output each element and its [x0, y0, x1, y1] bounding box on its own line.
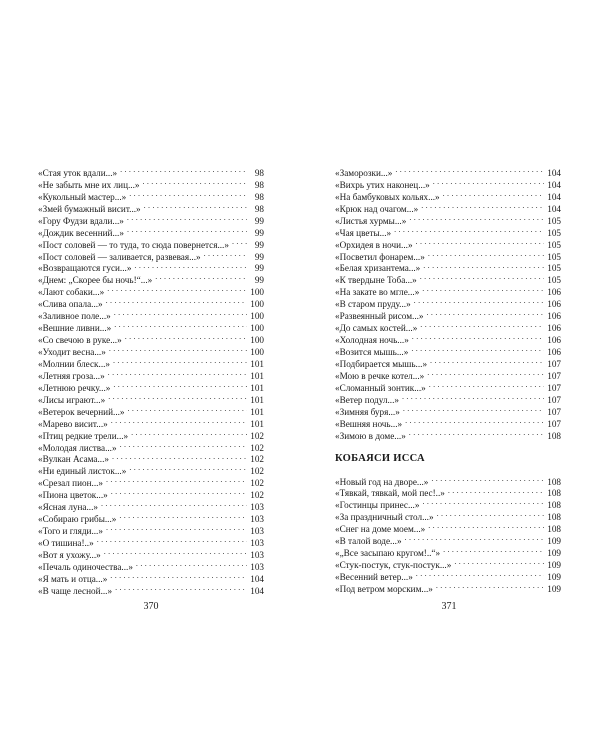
toc-entry-page: 106: [547, 335, 561, 346]
dot-leader: [420, 283, 544, 295]
toc-entry-title: «За праздничный стол...»: [335, 512, 434, 523]
toc-entry-title: «Печаль одиночества...»: [38, 561, 133, 572]
toc-entry-page: 99: [254, 263, 264, 274]
toc-entry: [38, 164, 264, 176]
dot-leader: [401, 403, 544, 415]
toc-entry-page: 109: [547, 560, 561, 571]
toc-entry-title: «Тявкай, тявкай, мой пес!..»: [335, 488, 445, 499]
toc-entry-page: 98: [254, 191, 264, 202]
toc-group-top: [335, 164, 561, 439]
toc-entry-page: 107: [547, 418, 561, 429]
toc-entry-title: «Ни единый листок...»: [38, 466, 127, 477]
dot-leader: [431, 176, 544, 188]
toc-entry-title: «Летнюю речку...»: [38, 382, 111, 393]
dot-leader: [113, 582, 247, 594]
toc-entry-title: «Лают собаки...»: [38, 287, 105, 298]
toc-entry-page: 108: [547, 500, 561, 511]
toc-entry-title: «Со свечою в руке...»: [38, 335, 122, 346]
toc-entry-title: «Лисы играют...»: [38, 394, 106, 405]
toc-entry-title: «Вот я ухожу...»: [38, 549, 101, 560]
toc-entry-title: «На закате во мгле...»: [335, 287, 420, 298]
dot-leader: [407, 427, 544, 439]
dot-leader: [106, 391, 247, 403]
dot-leader: [230, 236, 247, 248]
toc-entry-title: «Развеянный рисом...»: [335, 311, 424, 322]
toc-entry-title: «Стая уток вдали...»: [38, 167, 118, 178]
toc-entry-title: «О тишина!..»: [38, 538, 94, 548]
toc-entry-page: 101: [250, 394, 264, 405]
toc-entry-page: 106: [547, 311, 561, 322]
dot-leader: [441, 188, 544, 200]
toc-entry-title: «Вешние ливни...»: [38, 323, 112, 334]
toc-entry-page: 109: [547, 536, 561, 547]
toc-entry-title: «Днем: „Скорее бы ночь!“...»: [38, 275, 153, 286]
toc-entry-page: 108: [547, 488, 561, 499]
toc-entry-title: «Я мать и отца...»: [38, 573, 108, 584]
toc-entry-page: 102: [250, 490, 264, 501]
toc-entry-title: «Молодая листва...»: [38, 442, 117, 453]
dot-leader: [153, 271, 247, 283]
toc-entry-title: «Мою в речке котел...»: [335, 370, 425, 381]
toc-entry-title: «Слива опала...»: [38, 299, 103, 310]
toc-entry-title: «Сломанный зонтик...»: [335, 382, 426, 393]
toc-entry-title: «Гору Фудзи вдали...»: [38, 215, 124, 226]
toc-entry-title: «Вулкан Асама...»: [38, 454, 109, 465]
toc-entry-page: 104: [547, 203, 561, 214]
toc-entry-title: «Посветил фонарем...»: [335, 251, 425, 262]
toc-entry-page: 106: [547, 299, 561, 310]
toc-entry-page: 100: [250, 287, 264, 298]
toc-entry-title: «Того и гляди...»: [38, 526, 103, 537]
toc-entry-title: «Срезал пион...»: [38, 478, 104, 489]
toc-entry-title: «В чаще лесной...»: [38, 585, 113, 596]
toc-entry-title: «Холодная ночь...»: [335, 335, 409, 346]
toc-entry-title: «Собираю грибы...»: [38, 514, 117, 525]
dot-leader: [125, 212, 247, 224]
toc-entry-title: «Зимняя буря...»: [335, 406, 400, 417]
right-toc-column: [335, 164, 561, 592]
toc-entry-title: «Молнии блеск...»: [38, 358, 111, 369]
dot-leader: [118, 164, 247, 176]
toc-entry-page: 101: [250, 358, 264, 369]
toc-entry-page: 98: [254, 179, 264, 190]
toc-entry-page: 104: [250, 585, 264, 596]
toc-entry-page: 108: [547, 430, 561, 441]
toc-entry-page: 102: [250, 454, 264, 465]
dot-leader: [105, 283, 247, 295]
dot-leader: [104, 474, 247, 486]
dot-leader: [403, 532, 544, 544]
toc-entry-page: 106: [547, 347, 561, 357]
dot-leader: [126, 403, 247, 415]
dot-leader: [410, 331, 544, 343]
toc-entry-page: 104: [547, 191, 561, 202]
dot-leader: [435, 508, 544, 520]
dot-leader: [123, 331, 247, 343]
dot-leader: [109, 486, 247, 498]
toc-entry-page: 105: [547, 263, 561, 274]
dot-leader: [426, 520, 544, 532]
toc-entry-page: 101: [250, 382, 264, 393]
left-toc-column: [38, 164, 264, 594]
dot-leader: [429, 473, 544, 485]
toc-entry-page: 105: [547, 275, 561, 286]
dot-leader: [102, 546, 247, 558]
toc-entry-page: 99: [254, 251, 264, 262]
dot-leader: [446, 485, 544, 497]
dot-leader: [110, 451, 247, 463]
dot-leader: [420, 496, 544, 508]
toc-entry-page: 103: [250, 538, 264, 548]
toc-entry-title: «К твердыне Тоба...»: [335, 275, 417, 286]
toc-entry-page: 103: [250, 514, 264, 525]
toc-entry-title: «Подбирается мышь...»: [335, 358, 428, 369]
toc-entry-title: «Не забыть мне их лиц...»: [38, 179, 140, 190]
dot-leader: [409, 343, 544, 355]
dot-leader: [109, 415, 247, 427]
toc-entry-title: «Ветер подул...»: [335, 394, 399, 405]
dot-leader: [95, 534, 247, 546]
toc-entry-title: «Гостинцы принес...»: [335, 500, 420, 511]
dot-leader: [414, 236, 544, 248]
dot-leader: [414, 568, 544, 580]
toc-entry-page: 100: [250, 299, 264, 310]
dot-leader: [426, 248, 544, 260]
dot-leader: [452, 556, 544, 568]
dot-leader: [132, 260, 247, 272]
toc-entry-page: 99: [254, 227, 264, 238]
dot-leader: [134, 558, 247, 570]
dot-leader: [111, 379, 247, 391]
dot-leader: [99, 498, 247, 510]
dot-leader: [419, 200, 544, 212]
dot-leader: [118, 439, 247, 451]
toc-entry-page: 103: [250, 502, 264, 513]
section-heading: КОБАЯСИ ИССА: [335, 452, 425, 464]
toc-entry-page: 104: [250, 573, 264, 584]
toc-entry-page: 107: [547, 406, 561, 417]
dot-leader: [129, 427, 247, 439]
toc-entry-page: 106: [547, 287, 561, 298]
toc-entry-title: «Ветерок вечерний...»: [38, 406, 125, 417]
toc-entry-title: «Дождик весенний...»: [38, 227, 124, 238]
dot-leader: [117, 510, 247, 522]
dot-leader: [425, 367, 544, 379]
dot-leader: [427, 379, 544, 391]
right-page: [300, 0, 600, 750]
dot-leader: [441, 544, 544, 556]
dot-leader: [104, 295, 247, 307]
toc-entry-title: «Чая цветы...»: [335, 227, 392, 238]
toc-entry-title: «Зимою в доме...»: [335, 430, 406, 441]
dot-leader: [421, 260, 544, 272]
toc-entry-page: 107: [547, 394, 561, 405]
toc-entry-page: 108: [547, 512, 561, 523]
toc-entry-title: «В талой воде...»: [335, 536, 402, 547]
toc-entry-page: 109: [547, 548, 561, 559]
toc-entry-page: 101: [250, 406, 264, 417]
toc-entry-page: 105: [547, 251, 561, 262]
toc-entry-title: «Листья хурмы...»: [335, 215, 407, 226]
toc-entry-title: «Снег на доме моем...»: [335, 524, 426, 535]
dot-leader: [202, 248, 247, 260]
toc-entry-page: 100: [250, 347, 264, 357]
toc-entry-title: «Заливное поле...»: [38, 311, 111, 322]
toc-entry-title: «Весенний ветер...»: [335, 572, 413, 582]
dot-leader: [107, 343, 247, 355]
toc-entry-page: 104: [547, 179, 561, 190]
toc-entry-page: 109: [547, 583, 561, 594]
toc-entry-title: «Заморозки...»: [335, 167, 393, 178]
toc-entry-title: «Ясная луна...»: [38, 502, 98, 513]
toc-entry-page: 104: [547, 167, 561, 178]
dot-leader: [403, 415, 544, 427]
toc-entry-page: 107: [547, 382, 561, 393]
toc-entry-page: 107: [547, 358, 561, 369]
toc-entry-title: «Возится мышь...»: [335, 347, 409, 357]
toc-entry-page: 101: [250, 418, 264, 429]
dot-leader: [106, 367, 247, 379]
toc-entry-title: «Пиона цветок...»: [38, 490, 108, 501]
dot-leader: [418, 271, 544, 283]
toc-entry-page: 98: [254, 167, 264, 178]
toc-entry-page: 99: [254, 275, 264, 286]
dot-leader: [108, 570, 247, 582]
toc-entry-title: «Под ветром морским...»: [335, 583, 433, 594]
toc-group-bottom: [335, 473, 561, 592]
toc-entry-title: «Летняя гроза...»: [38, 370, 105, 381]
dot-leader: [127, 462, 247, 474]
toc-entry-page: 107: [547, 370, 561, 381]
toc-entry-page: 105: [547, 227, 561, 238]
toc-entry-page: 108: [547, 476, 561, 487]
toc-entry-page: 102: [250, 430, 264, 441]
toc-entry-title: «„Все засыпаю кругом!..“»: [335, 548, 441, 559]
toc-entry-title: «Вешняя ночь...»: [335, 418, 403, 429]
dot-leader: [142, 200, 247, 212]
dot-leader: [104, 522, 247, 534]
dot-leader: [393, 164, 544, 176]
toc-entry-title: «Новый год на дворе...»: [335, 476, 429, 487]
toc-entry-page: 103: [250, 561, 264, 572]
dot-leader: [434, 580, 544, 592]
dot-leader: [112, 319, 247, 331]
toc-entry-title: «В старом пруду...»: [335, 299, 411, 310]
dot-leader: [111, 355, 247, 367]
toc-entry-page: 103: [250, 526, 264, 537]
dot-leader: [140, 176, 247, 188]
dot-leader: [425, 307, 544, 319]
toc-entry-title: «Уходит весна...»: [38, 347, 106, 357]
toc-entry: [335, 164, 561, 176]
toc-entry-page: 100: [250, 323, 264, 334]
toc-entry-title: «Орхидея в ночи...»: [335, 239, 413, 250]
toc-entry-title: «Вихрь утих наконец...»: [335, 179, 430, 190]
toc-entry-title: «Возвращаются гуси...»: [38, 263, 132, 274]
toc-entry-page: 100: [250, 335, 264, 346]
toc-entry-title: «Стук-постук, стук-постук...»: [335, 560, 452, 571]
dot-leader: [112, 307, 247, 319]
dot-leader: [400, 391, 544, 403]
toc-entry-page: 108: [547, 524, 561, 535]
toc-entry-title: «До самых костей...»: [335, 323, 418, 334]
dot-leader: [412, 295, 544, 307]
toc-entry-page: 103: [250, 549, 264, 560]
toc-entry-page: 105: [547, 215, 561, 226]
toc-entry-title: «Пост соловей — заливается, развевая...»: [38, 251, 201, 262]
dot-leader: [418, 319, 544, 331]
toc-entry-page: 102: [250, 442, 264, 453]
toc-entry-page: 99: [254, 239, 264, 250]
dot-leader: [127, 188, 247, 200]
toc-entry-title: «Змей бумажный висит...»: [38, 203, 141, 214]
toc-entry-title: «На бамбуковых кольях...»: [335, 191, 440, 202]
dot-leader: [392, 224, 544, 236]
dot-leader: [125, 224, 247, 236]
toc-entry-title: «Крюк над очагом...»: [335, 203, 419, 214]
toc-entry-title: «Кукольный мастер...»: [38, 191, 127, 202]
toc-entry-page: 100: [250, 311, 264, 322]
toc-entry-page: 99: [254, 215, 264, 226]
toc-entry-title: «Белая хризантема...»: [335, 263, 421, 274]
toc-entry-page: 109: [547, 572, 561, 582]
toc-entry-title: «Пост соловей — то туда, то сюда повернется...»: [38, 239, 229, 250]
toc-entry-page: 102: [250, 478, 264, 489]
toc-entry-page: 101: [250, 370, 264, 381]
toc-entry: [335, 473, 561, 485]
dot-leader: [428, 355, 544, 367]
page-number: 370: [143, 601, 159, 612]
toc-entry-page: 98: [254, 203, 264, 214]
toc-entry-page: 106: [547, 323, 561, 334]
toc-entry-page: 105: [547, 239, 561, 250]
dot-leader: [407, 212, 544, 224]
toc-entry-page: 102: [250, 466, 264, 477]
toc-entry-title: «Птиц редкие трели...»: [38, 430, 129, 441]
toc-entry-title: «Марево висит...»: [38, 418, 108, 429]
page-number: 371: [441, 601, 457, 612]
